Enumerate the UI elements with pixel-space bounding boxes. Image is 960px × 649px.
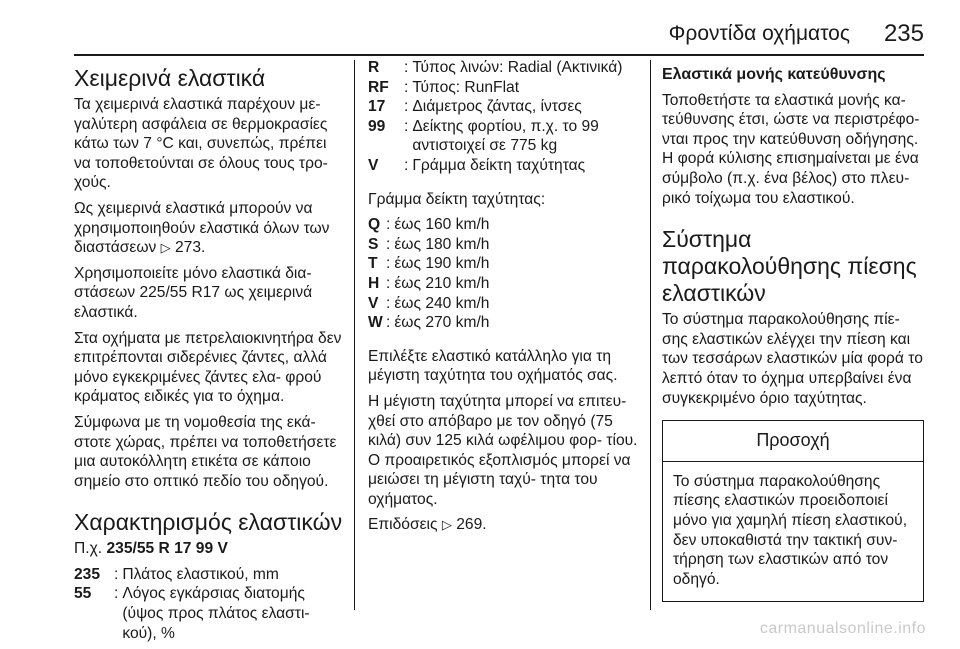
definition-key: 235: [74, 565, 101, 583]
heading-tpms: Σύστημα παρακολούθησης πίεσης ελαστικών: [662, 226, 917, 307]
header-title: Φροντίδα οχήματος: [668, 22, 850, 45]
speed-key: W: [368, 314, 383, 332]
speed-value: έως 190 km/h: [394, 255, 490, 273]
definition-key: V: [368, 156, 379, 174]
header-rule: [74, 54, 924, 56]
page-header: [0, 0, 960, 56]
speed-value: έως 270 km/h: [394, 314, 490, 332]
definition-key: RF: [368, 78, 389, 96]
page-number: 235: [883, 20, 924, 47]
definition-key: 99: [368, 117, 386, 135]
speed-row: T : έως 190 km/h: [368, 254, 640, 274]
heading-tyre-designations: Χαρακτηρισμός ελαστικών: [74, 509, 343, 536]
speed-row: S : έως 180 km/h: [368, 235, 640, 255]
definition-row: 99 : Δείκτης φορτίου, π.χ. το 99 αντιστοιχεί σε 775 kg: [368, 117, 640, 156]
example-line: Π.χ. 235/55 R 17 99 V: [74, 540, 228, 558]
speed-value: έως 240 km/h: [394, 294, 490, 312]
speed-row: W : έως 270 km/h: [368, 313, 640, 333]
speed-index-title: Γράμμα δείκτη ταχύτητας:: [368, 190, 546, 208]
paragraph: Ως χειμερινά ελαστικά μπορούν να χρησιμοποιηθούν ελαστικά όλων των διαστάσεων ▷ 273.: [74, 199, 330, 257]
caution-title: Προσοχή: [663, 421, 923, 462]
column-1: [74, 58, 344, 649]
reference-arrow-icon: ▷: [441, 517, 452, 533]
reference-arrow-icon: ▷: [160, 240, 171, 256]
watermark: carmanualsonline.info: [759, 620, 926, 637]
definition-row: R : Τύπος λινών: Radial (Ακτινικά): [368, 58, 640, 78]
definition-key: 55: [74, 585, 92, 603]
heading-directional-tyres: Ελαστικά μονής κατεύθυνσης: [662, 66, 886, 83]
definition-value: Διάμετρος ζάντας, ίντσες: [412, 98, 582, 116]
paragraph: Το σύστημα παρακολούθησης πίε- σης ελαστικών ελέγχει την πίεση και των τεσσάρων ελαστικών μία φορά το λεπτό όταν το όχημα υπερβαίνει ένα συγκεκριμένο όριο ταχύτητας.: [662, 311, 923, 407]
paragraph: Σύμφωνα με τη νομοθεσία της εκά- στοτε χώρας, πρέπει να τοποθετήσετε μια αυτοκόλλητη ετικέτα σε κάποιο σημείο στο οπτικό πεδίο του οδηγού.: [74, 413, 337, 490]
definition-value: Τύπος: RunFlat: [412, 78, 520, 96]
paragraph: Επιλέξτε ελαστικό κατάλληλο για τη μέγιστη ταχύτητα του οχήματός σας.: [368, 347, 618, 385]
definition-key: 17: [368, 98, 386, 116]
column-divider-2: [650, 60, 651, 610]
paragraph: Τα χειμερινά ελαστικά παρέχουν με- γαλύτερη ασφάλεια σε θερμοκρασίες κάτω των 7 °C και, συνεπώς, πρέπει να τοποθετούνται σε όλους τους τρο- χούς.: [74, 96, 328, 192]
definition-key: R: [368, 59, 380, 76]
speed-value: έως 210 km/h: [394, 274, 490, 292]
definition-value: Λόγος εγκάρσιας διατομής (ύψος προς πλάτος ελαστι- κού), %: [122, 585, 310, 642]
column-3: [662, 58, 924, 602]
speed-key: S: [368, 235, 379, 253]
speed-key: H: [368, 274, 380, 292]
definition-list: [368, 58, 640, 176]
paragraph: Χρησιμοποιείτε μόνο ελαστικά δια- στάσεων 225/55 R17 ως χειμερινά ελαστικά.: [74, 264, 313, 321]
definition-value: Πλάτος ελαστικού, mm: [122, 565, 279, 583]
paragraph: Η μέγιστη ταχύτητα μπορεί να επιτευ- χθεί στο απόβαρο με τον οδηγό (75 κιλά) συν 125 κιλά ωφέλιμου φορ- τίου. Ο προαιρετικός εξοπλισμός μπορεί να μειώσει τη μέγιστη ταχύ- τητα του οχήματος.: [368, 392, 638, 508]
definition-row: V : Γράμμα δείκτη ταχύτητας: [368, 156, 640, 176]
speed-key: T: [368, 255, 378, 273]
speed-row: Q : έως 160 km/h: [368, 215, 640, 235]
speed-key: V: [368, 294, 379, 312]
heading-winter-tyres: Χειμερινά ελαστικά: [74, 65, 266, 91]
column-divider-1: [354, 60, 355, 610]
example-code: 235/55 R 17 99 V: [106, 540, 228, 558]
definition-row: 17 : Διάμετρος ζάντας, ίντσες: [368, 97, 640, 117]
speed-row: V : έως 240 km/h: [368, 294, 640, 314]
definition-value: Τύπος λινών: Radial (Ακτινικά): [412, 59, 623, 76]
definition-value: Γράμμα δείκτη ταχύτητας: [412, 156, 586, 174]
definition-row: 55 : Λόγος εγκάρσιας διατομής (ύψος προς πλάτος ελαστι- κού), %: [74, 584, 344, 643]
paragraph: Στα οχήματα με πετρελαιοκινητήρα δεν επιτρέπονται σιδερένιες ζάντες, αλλά μόνο εγκεκριμένες ζάντες ελα- φρού κράματος ειδικές για το όχημα.: [74, 329, 342, 406]
definition-value: Δείκτης φορτίου, π.χ. το 99 αντιστοιχεί σε 775 kg: [412, 117, 599, 155]
speed-row: H : έως 210 km/h: [368, 274, 640, 294]
definition-list: [74, 565, 344, 643]
speed-value: έως 160 km/h: [394, 216, 490, 234]
column-2: [368, 58, 640, 541]
page-reference-link[interactable]: 273.: [174, 239, 206, 257]
page-reference-link[interactable]: 269.: [456, 516, 487, 534]
speed-key: Q: [368, 216, 381, 234]
paragraph: Επιδόσεις ▷ 269.: [368, 516, 487, 534]
speed-index-list: [368, 215, 640, 333]
paragraph: Τοποθετήστε τα ελαστικά μονής κα- τεύθυνσης έτσι, ώστε να περιστρέφο- νται προς την κατεύθυνση οδήγησης. Η φορά κύλισης επισημαίνεται με ένα σύμβολο (π.χ. ένα βέλος) στο πλευ- ρικό τοίχωμα του ελαστικού.: [662, 91, 920, 207]
definition-row: RF : Τύπος: RunFlat: [368, 78, 640, 98]
definition-row: 235 : Πλάτος ελαστικού, mm: [74, 565, 344, 585]
speed-value: έως 180 km/h: [394, 235, 490, 253]
caution-box: [662, 420, 924, 602]
caution-text: Το σύστημα παρακολούθησης πίεσης ελαστικών προειδοποιεί μόνο για χαμηλή πίεση ελαστικού, δεν υποκαθιστά την τακτική συν- τήρηση των ελαστικών από τον οδηγό.: [673, 472, 908, 588]
